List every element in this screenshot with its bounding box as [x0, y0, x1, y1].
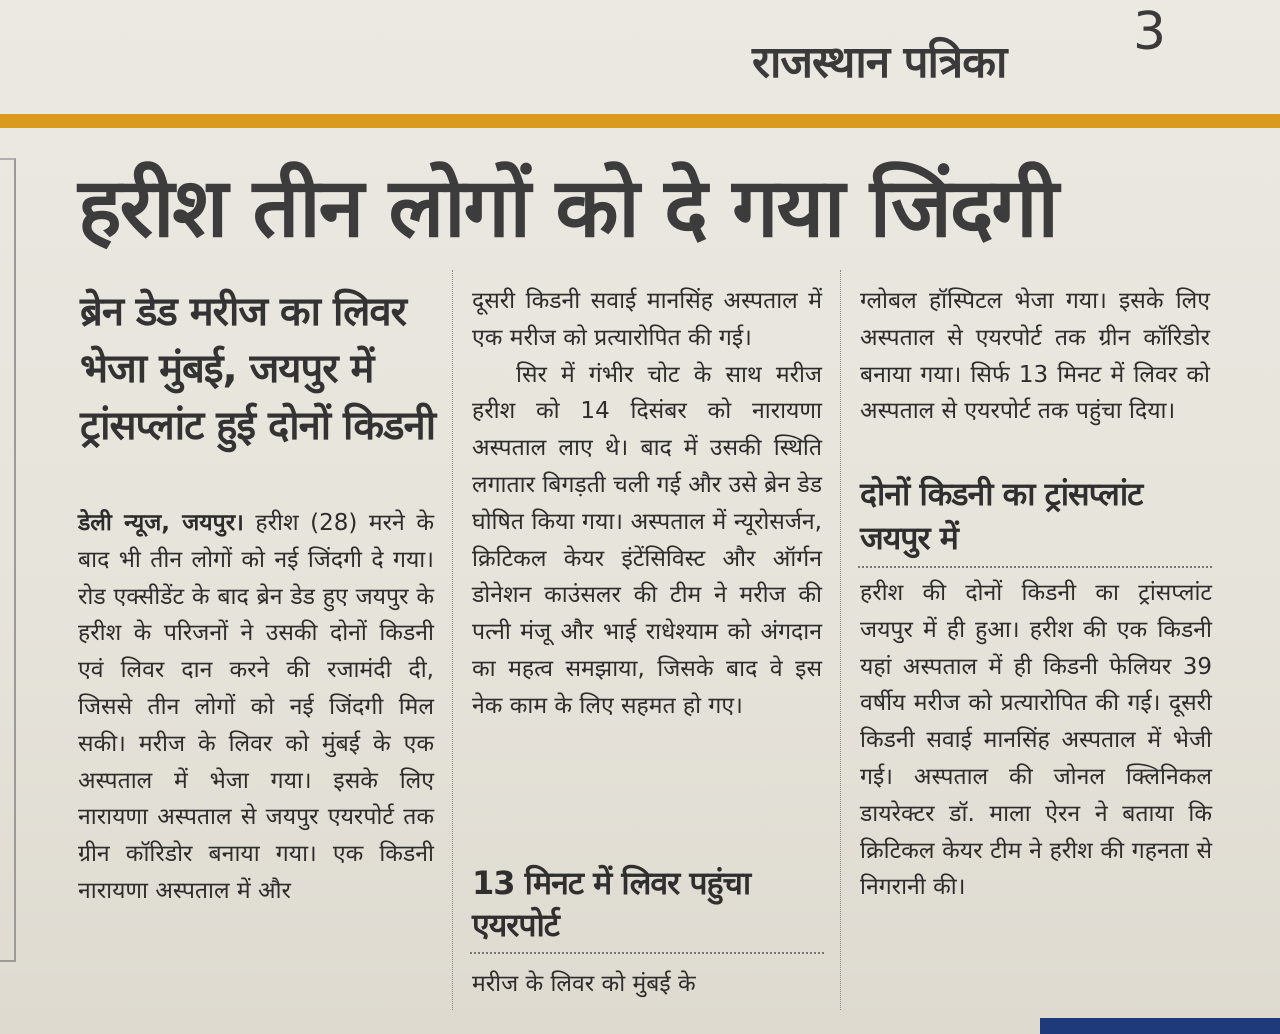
column-3-subheading: दोनों किडनी का ट्रांसप्लांट जयपुर में: [860, 475, 1143, 557]
subheading-rule: [470, 952, 824, 954]
column-3-body: हरीश की दोनों किडनी का ट्रांसप्लांट जयपुर में ही हुआ। हरीश की एक किडनी यहां अस्पताल में ही किडनी फेलियर 39 वर्षीय मरीज को प्रत्यारोपित की गई। दूसरी किडनी सवाई मानसिंह अस्पताल में भेजी गई। अस्पताल की जोनल क्लिनिकल डायरेक्टर डॉ. माला ऐरन ने बताया कि क्रिटिकल केयर टीम ने हरीश की गहनता से निगरानी की।: [860, 580, 1212, 901]
column-2-paragraph: सिर में गंभीर चोट के साथ मरीज हरीश को 14 दिसंबर को नारायणा अस्पताल लाए थे। बाद में उसकी स्थिति लगातार बिगड़ती चली गई और उसे ब्रेन डेड घोषित किया गया। अस्पताल में न्यूरोसर्जन, क्रिटिकल केयर इंटेंसिविस्ट और ऑर्गन डोनेशन काउंसलर की टीम ने मरीज की पत्नी मंजू और भाई राधेश्याम को अंगदान का महत्व समझाया, जिसके बाद वे इस नेक काम के लिए सहमत हो गए।: [472, 361, 822, 719]
column-1: [78, 505, 434, 910]
column-divider: [840, 270, 841, 1010]
column-divider: [452, 270, 453, 1010]
dateline: डेली न्यूज, जयपुर।: [78, 510, 244, 536]
column-2-tail: मरीज के लिवर को मुंबई के: [472, 971, 696, 997]
subheading-rule: [858, 566, 1212, 568]
column-2: [472, 283, 822, 725]
page-number: 3: [1133, 2, 1167, 62]
masthead-rule: [0, 114, 1280, 128]
column-2-subheading: 13 मिनट में लिवर पहुंचा एयरपोर्ट: [472, 864, 751, 944]
column-3-top-text: ग्लोबल हॉस्पिटल भेजा गया। इसके लिए अस्पताल से एयरपोर्ट तक ग्रीन कॉरिडोर बनाया गया। सिर्फ 13 मिनट में लिवर को अस्पताल से एयरपोर्ट तक पहुंचा दिया।: [860, 288, 1210, 425]
bottom-color-bar: [1040, 1018, 1280, 1034]
article-subheadline: ब्रेन डेड मरीज का लिवर भेजा मुंबई, जयपुर में ट्रांसप्लांट हुई दोनों किडनी: [80, 289, 436, 449]
article-headline: हरीश तीन लोगों को दे गया जिंदगी: [78, 161, 1057, 256]
adjacent-article-border: [0, 158, 16, 962]
column-2-paragraph: दूसरी किडनी सवाई मानसिंह अस्पताल में एक मरीज को प्रत्यारोपित की गई।: [472, 288, 822, 351]
newspaper-masthead: राजस्थान पत्रिका: [752, 37, 1007, 88]
column-1-text: हरीश (28) मरने के बाद भी तीन लोगों को नई जिंदगी दे गया। रोड एक्सीडेंट के बाद ब्रेन डेड हुए जयपुर के हरीश के परिजनों ने उसकी दोनों किडनी एवं लिवर दान करने की रजामंदी दी, जिससे तीन लोगों को नई जिंदगी मिल सकी। मरीज के लिवर को मुंबई के एक अस्पताल में भेजा गया। इसके लिए नारायणा अस्पताल से जयपुर एयरपोर्ट तक ग्रीन कॉरिडोर बनाया गया। एक किडनी नारायणा अस्पताल में और: [78, 510, 435, 904]
